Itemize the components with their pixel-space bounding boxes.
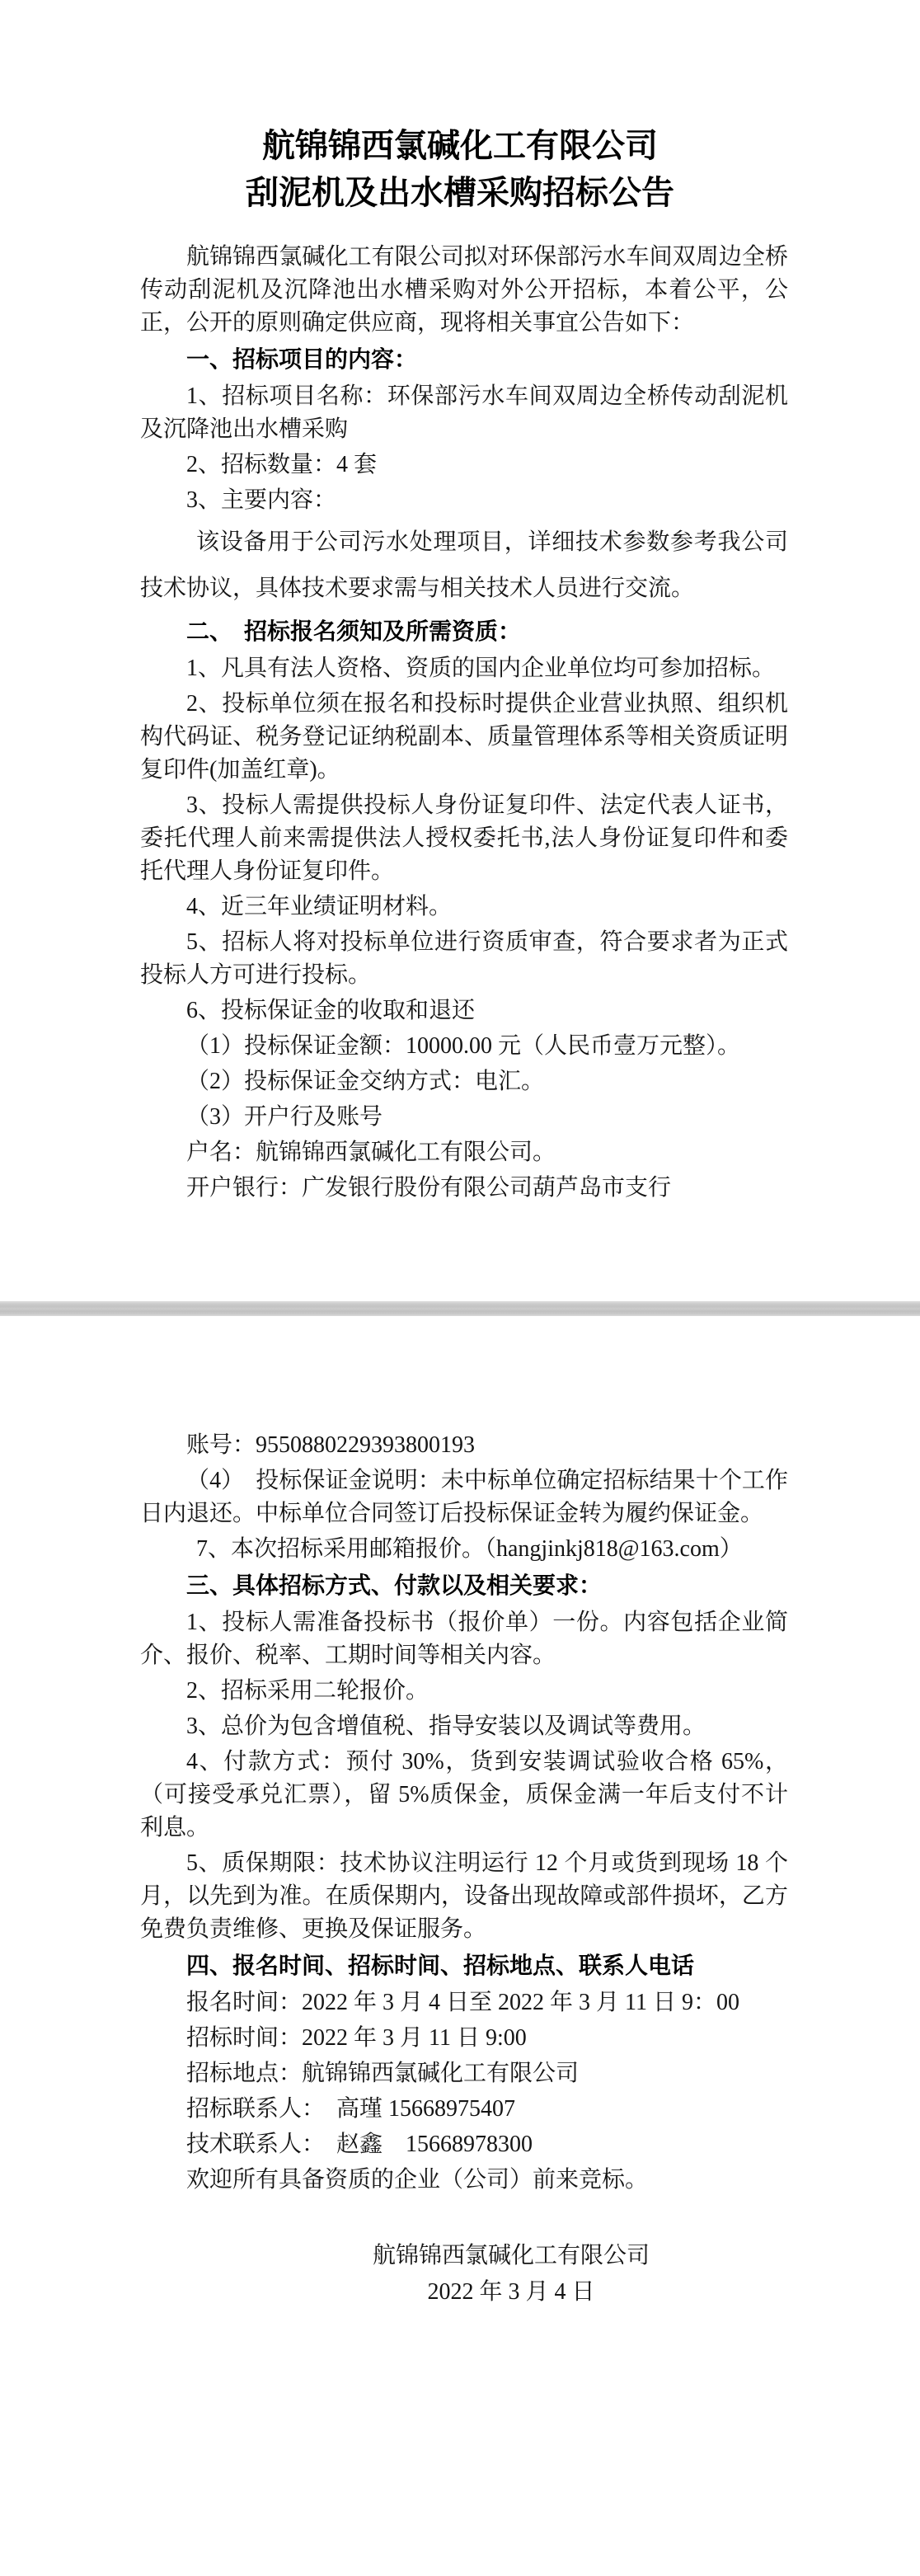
- paragraph: 4、付款方式：预付 30%，货到安装调试验收合格 65%，（可接受承兑汇票），留 5%质保金，质保金满一年后支付不计利息。: [140, 1749, 788, 1840]
- paragraph: 1、凡具有法人资格、资质的国内企业单位均可参加招标。: [186, 656, 776, 681]
- paragraph: 3、总价为包含增值税、指导安装以及调试等费用。: [186, 1713, 706, 1739]
- section-heading: 三、具体招标方式、付款以及相关要求：: [186, 1573, 603, 1599]
- section-heading: 二、 招标报名须知及所需资质：: [186, 619, 522, 645]
- paragraph: （4） 投标保证金说明：未中标单位确定招标结果十个工作日内退还。中标单位合同签订后投标保证金转为履约保证金。: [140, 1468, 788, 1526]
- paragraph: （1）投标保证金额：10000.00 元（人民币壹万元整）。: [186, 1033, 741, 1059]
- page-1-paragraphs: [0, 241, 920, 1205]
- paragraph: 招标联系人： 高瑾 15668975407: [186, 2096, 516, 2122]
- page-break-bar: [0, 1301, 920, 1316]
- paragraph: 账号：9550880229393800193: [186, 1432, 476, 1458]
- paragraph: 5、质保期限：技术协议注明运行 12 个月或货到现场 18 个月，以先到为准。在质保期内，设备出现故障或部件损坏，乙方免费负责维修、更换及保证服务。: [140, 1850, 788, 1942]
- section-heading: 一、招标项目的内容：: [186, 347, 418, 373]
- page-1: [0, 241, 920, 1205]
- paragraph: 5、招标人将对投标单位进行资质审查，符合要求者为正式投标人方可进行投标。: [140, 929, 788, 988]
- paragraph: 技术联系人： 赵鑫 15668978300: [186, 2132, 533, 2157]
- paragraph: 报名时间：2022 年 3 月 4 日至 2022 年 3 月 11 日 9：00: [186, 1990, 739, 2015]
- paragraph: 3、投标人需提供投标人身份证复印件、法定代表人证书，委托代理人前来需提供法人授权委托书,法人身份证复印件和委托代理人身份证复印件。: [140, 792, 788, 884]
- doc-title-line-1: 航锦锦西氯碱化工有限公司: [262, 127, 658, 164]
- doc-title-line-2: 刮泥机及出水槽采购招标公告: [246, 174, 674, 211]
- paragraph: （2）投标保证金交纳方式：电汇。: [186, 1069, 545, 1094]
- paragraph: 1、投标人需准备投标书（报价单）一份。内容包括企业简介、报价、税率、工期时间等相关内容。: [140, 1610, 788, 1668]
- paragraph: （3）开户行及账号: [186, 1104, 383, 1130]
- paragraph: 3、主要内容：: [186, 487, 337, 513]
- paragraph: 招标地点：航锦锦西氯碱化工有限公司: [186, 2061, 580, 2086]
- page-2-paragraphs: [0, 1316, 920, 2197]
- paragraph: 招标时间：2022 年 3 月 11 日 9:00: [186, 2025, 527, 2051]
- page-2: [0, 1316, 920, 2197]
- signature-date: 2022 年 3 月 4 日: [427, 2279, 595, 2305]
- signature-company: 航锦锦西氯碱化工有限公司: [372, 2243, 650, 2268]
- paragraph: 开户银行：广发银行股份有限公司葫芦岛市支行: [186, 1175, 672, 1201]
- paragraph: 7、本次招标采用邮箱报价。（hangjinkj818@163.com）: [196, 1536, 743, 1562]
- paragraph: 1、招标项目名称：环保部污水车间双周边全桥传动刮泥机及沉降池出水槽采购: [140, 383, 788, 442]
- paragraph: 航锦锦西氯碱化工有限公司拟对环保部污水车间双周边全桥传动刮泥机及沉降池出水槽采购对外公开招标，本着公平，公正，公开的原则确定供应商，现将相关事宜公告如下：: [140, 244, 788, 336]
- paragraph: 欢迎所有具备资质的企业（公司）前来竞标。: [186, 2167, 649, 2193]
- section-heading: 四、报名时间、招标时间、招标地点、联系人电话: [186, 1953, 695, 1979]
- paragraph: 2、招标采用二轮报价。: [186, 1678, 429, 1704]
- doc-title: [0, 0, 920, 216]
- paragraph: 4、近三年业绩证明材料。: [186, 894, 453, 919]
- paragraph: 户名：航锦锦西氯碱化工有限公司。: [186, 1140, 556, 1165]
- signature-block: [51, 2238, 920, 2310]
- paragraph: 2、投标单位须在报名和投标时提供企业营业执照、组织机构代码证、税务登记证纳税副本、质量管理体系等相关资质证明复印件(加盖红章)。: [140, 691, 788, 783]
- paragraph: 2、招标数量：4 套: [186, 452, 378, 477]
- paragraph: 6、投标保证金的收取和退还: [186, 998, 476, 1023]
- paragraph: 该设备用于公司污水处理项目，详细技术参数参考我公司技术协议，具体技术要求需与相关技术人员进行交流。: [140, 529, 788, 601]
